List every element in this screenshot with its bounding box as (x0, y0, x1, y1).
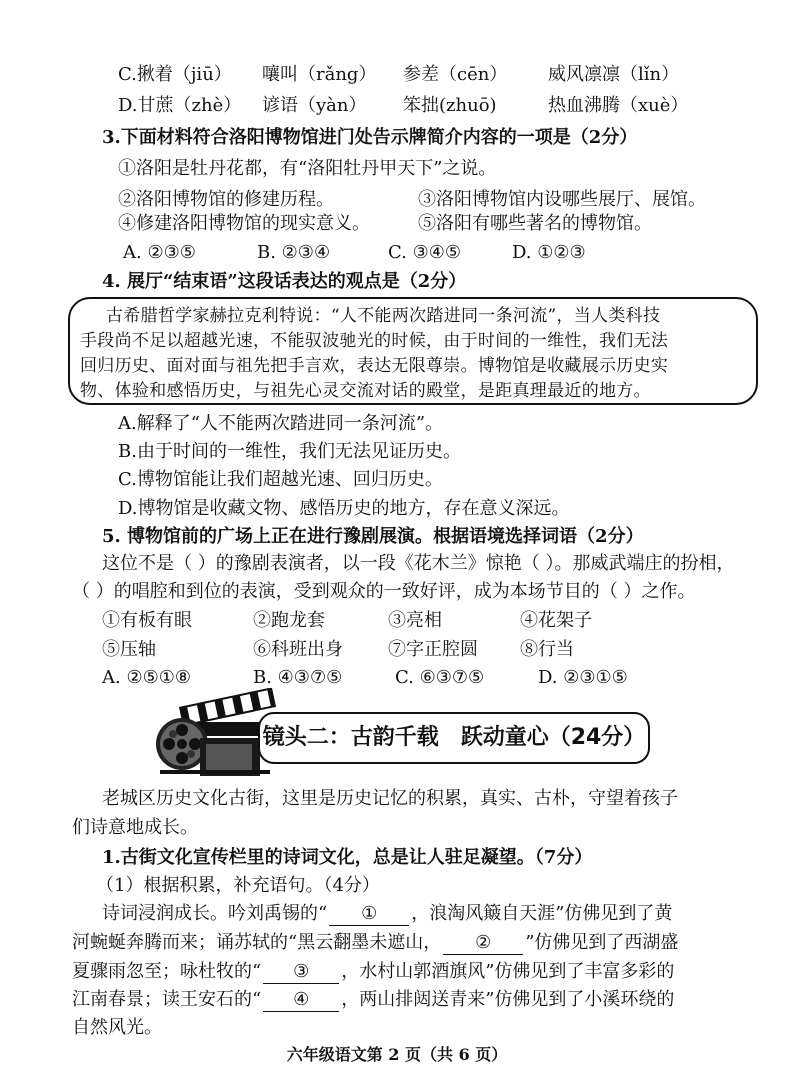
poem-line-3 (72, 960, 674, 984)
q2-option-d-1: D.甘蔗（zhè） (118, 95, 242, 116)
poem-line-5: 自然风光。 (72, 1017, 162, 1038)
blank-1[interactable]: ① (329, 903, 409, 926)
q5-word-7: ⑦字正腔圆 (388, 639, 478, 660)
q3-title: 3.下面材料符合洛阳博物馆进门处告示牌简介内容的一项是（2分） (102, 127, 638, 148)
q3-item-2: ②洛阳博物馆的修建历程。 (118, 189, 334, 210)
q2-option-c-4: 威风凛凛（lǐn） (548, 64, 680, 85)
q3-item-4: ④修建洛阳博物馆的现实意义。 (118, 213, 370, 234)
q5-option-d: D. ②③①⑤ (538, 667, 628, 688)
q2-option-d-3: 笨拙(zhuō) (403, 95, 497, 116)
poem-line-3a: 夏骤雨忽至；咏杜牧的“ (72, 961, 262, 982)
poem-line-3b: ，水村山郭酒旗风”仿佛见到了丰富多彩的 (341, 961, 675, 982)
q2-option-d-4: 热血沸腾（xuè） (548, 95, 689, 116)
q5-word-8: ⑧行当 (520, 639, 574, 660)
q5-word-2: ②跑龙套 (253, 610, 325, 631)
q2-option-c-3: 参差（cēn） (403, 64, 508, 85)
poem-line-4b: ，两山排闼送青来”仿佛见到了小溪环绕的 (341, 989, 675, 1010)
q4-option-b: B.由于时间的一维性，我们无法见证历史。 (118, 441, 461, 462)
q2-option-c-2: 嚷叫（rǎng） (262, 64, 377, 85)
blank-2[interactable]: ② (443, 932, 523, 955)
s2-q1-sub1: （1）根据积累，补充语句。（4分） (96, 875, 380, 896)
q5-word-4: ④花架子 (520, 610, 592, 631)
poem-line-2 (72, 931, 678, 955)
q5-word-3: ③亮相 (388, 610, 442, 631)
section-2-header: 镜头二：古韵千载 跃动童心（24分） (258, 712, 650, 764)
q3-item-5: ⑤洛阳有哪些著名的博物馆。 (418, 213, 652, 234)
poem-line-4 (72, 988, 674, 1012)
q5-option-b: B. ④③⑦⑤ (253, 667, 343, 688)
q4-title: 4. 展厅“结束语”这段话表达的观点是（2分） (102, 271, 467, 292)
q5-text-1: 这位不是（ ）的豫剧表演者，以一段《花木兰》惊艳（ ）。那威武端庄的扮相， (102, 553, 735, 574)
q2-option-c-1: C.揪着（jiū） (118, 64, 232, 85)
q5-word-1: ①有板有眼 (102, 610, 192, 631)
s2-q1-title: 1.古街文化宣传栏里的诗词文化，总是让人驻足凝望。（7分） (102, 847, 593, 868)
quote-line-2: 手段尚不足以超越光速，不能驭波驰光的时候，由于时间的一维性，我们无法 (80, 331, 669, 351)
q5-title: 5. 博物馆前的广场上正在进行豫剧展演。根据语境选择词语（2分） (102, 526, 644, 547)
q4-option-a: A.解释了“人不能两次踏进同一条河流”。 (118, 413, 444, 434)
q4-option-c: C.博物馆能让我们超越光速、回归历史。 (118, 469, 443, 490)
q5-option-c: C. ⑥③⑦⑤ (395, 667, 485, 688)
q5-word-6: ⑥科班出身 (253, 639, 343, 660)
quote-line-4: 物、体验和感悟历史，与祖先心灵交流对话的殿堂，是距真理最近的地方。 (80, 381, 651, 401)
quote-line-3: 回归历史、面对面与祖先把手言欢，表达无限尊崇。博物馆是收藏展示历史实 (80, 356, 669, 376)
section-2-intro-1: 老城区历史文化古街，这里是历史记忆的积累，真实、古朴，守望着孩子 (102, 788, 678, 809)
q5-text-2: （ ）的唱腔和到位的表演，受到观众的一致好评，成为本场节目的（ ）之作。 (72, 581, 696, 602)
poem-line-1b: ，浪淘风簸自天涯”仿佛见到了黄 (411, 903, 673, 924)
blank-4[interactable]: ④ (263, 989, 339, 1012)
poem-line-2b: ”仿佛见到了西湖盛 (525, 932, 679, 953)
q3-item-1: ①洛阳是牡丹花都，有“洛阳牡丹甲天下”之说。 (118, 158, 497, 179)
q2-option-d-2: 谚语（yàn） (262, 95, 367, 116)
poem-line-4a: 江南春景；读王安石的“ (72, 989, 262, 1010)
poem-line-1 (102, 902, 672, 926)
q3-item-3: ③洛阳博物馆内设哪些展厅、展馆。 (418, 189, 706, 210)
page-footer: 六年级语文第 2 页（共 6 页） (286, 1045, 508, 1064)
poem-line-2a: 河蜿蜒奔腾而来；诵苏轼的“黑云翻墨未遮山， (72, 932, 442, 953)
blank-3[interactable]: ③ (263, 961, 339, 984)
q3-option-d: D. ①②③ (512, 242, 586, 263)
q5-word-5: ⑤压轴 (102, 639, 156, 660)
q3-option-c: C. ③④⑤ (388, 242, 461, 263)
quote-line-1: 古希腊哲学家赫拉克利特说：“人不能两次踏进同一条河流”，当人类科技 (106, 306, 661, 326)
poem-line-1a: 诗词浸润成长。吟刘禹锡的“ (102, 903, 328, 924)
section-2-intro-2: 们诗意地成长。 (72, 817, 198, 838)
q3-option-b: B. ②③④ (257, 242, 331, 263)
q4-option-d: D.博物馆是收藏文物、感悟历史的地方，存在意义深远。 (118, 498, 570, 519)
q5-option-a: A. ②⑤①⑧ (102, 667, 191, 688)
q3-option-a: A. ②③⑤ (123, 242, 196, 263)
